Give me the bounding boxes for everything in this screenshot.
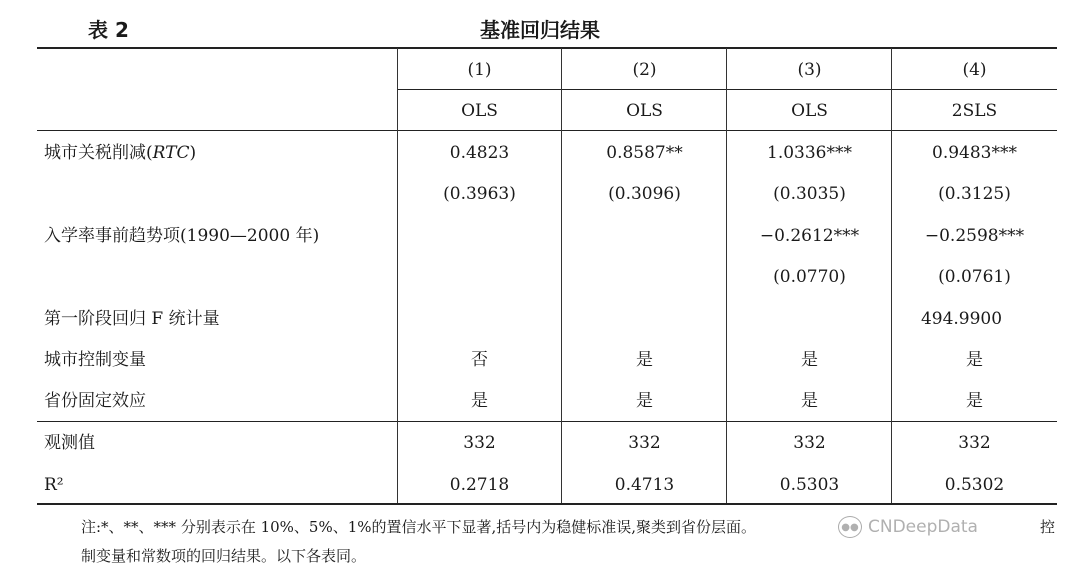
table-cell: (0.3963) [443, 184, 516, 204]
table-note-line-1-tail: 控 [1040, 518, 1056, 536]
column-method: OLS [461, 101, 498, 121]
row-label: 入学率事前趋势项(1990—2000 年) [44, 226, 320, 246]
table-cell: 332 [793, 433, 826, 453]
row-label-rtc: 城市关税削减(RTC) [44, 143, 197, 163]
table-cell: (0.3035) [773, 184, 846, 204]
table-cell: 是 [636, 391, 653, 411]
top-rule [37, 47, 1057, 49]
header-rule-1 [397, 89, 1057, 90]
column-number: (3) [797, 60, 822, 80]
table-cell: (0.0770) [773, 267, 846, 287]
table-cell: 是 [966, 391, 983, 411]
column-method: OLS [626, 101, 663, 121]
table-note-line-2: 制变量和常数项的回归结果。以下各表同。 [81, 547, 367, 565]
table-cell: 332 [463, 433, 496, 453]
table-cell: (0.3125) [938, 184, 1011, 204]
table-cell: −0.2598*** [924, 226, 1025, 246]
table-cell: 1.0336*** [767, 143, 852, 163]
table-cell: 0.5303 [779, 475, 840, 495]
column-number: (4) [962, 60, 987, 80]
table-cell: 0.8587** [606, 143, 683, 163]
table-cell: 332 [958, 433, 991, 453]
row-label: 第一阶段回归 F 统计量 [44, 309, 220, 329]
header-rule-2 [37, 130, 1057, 131]
table-cell: (0.3096) [608, 184, 681, 204]
table-cell: 否 [471, 350, 488, 370]
table-cell: 是 [471, 391, 488, 411]
row-label: 观测值 [44, 433, 95, 453]
table-cell: −0.2612*** [759, 226, 860, 246]
table-cell: 0.4823 [449, 143, 510, 163]
table-cell: 332 [628, 433, 661, 453]
column-number: (1) [467, 60, 492, 80]
table-cell: 0.5302 [944, 475, 1005, 495]
table-cell: 0.4713 [614, 475, 675, 495]
table-label: 表 2 [88, 18, 129, 42]
table-cell: 是 [636, 350, 653, 370]
table-note-line-1: 注:*、**、*** 分别表示在 10%、5%、1%的置信水平下显著,括号内为稳健标准误,聚类到省份层面。 [81, 518, 757, 536]
wechat-icon: ●● [838, 516, 862, 538]
table-cell: 0.9483*** [932, 143, 1017, 163]
column-method: OLS [791, 101, 828, 121]
table-title: 基准回归结果 [480, 18, 600, 42]
row-label: 省份固定效应 [44, 391, 146, 411]
bottom-rule [37, 503, 1057, 505]
watermark [838, 514, 1058, 540]
column-method: 2SLS [951, 101, 998, 121]
watermark-text: CNDeepData [868, 517, 978, 537]
row-label: 城市控制变量 [44, 350, 146, 370]
table-cell: 是 [966, 350, 983, 370]
mid-rule [37, 421, 1057, 422]
table-cell: 是 [801, 350, 818, 370]
table-cell: 0.2718 [449, 475, 510, 495]
table-cell: 是 [801, 391, 818, 411]
column-number: (2) [632, 60, 657, 80]
row-label: R² [44, 475, 64, 495]
table-cell: 494.9900 [920, 309, 1003, 329]
table-cell: (0.0761) [938, 267, 1011, 287]
